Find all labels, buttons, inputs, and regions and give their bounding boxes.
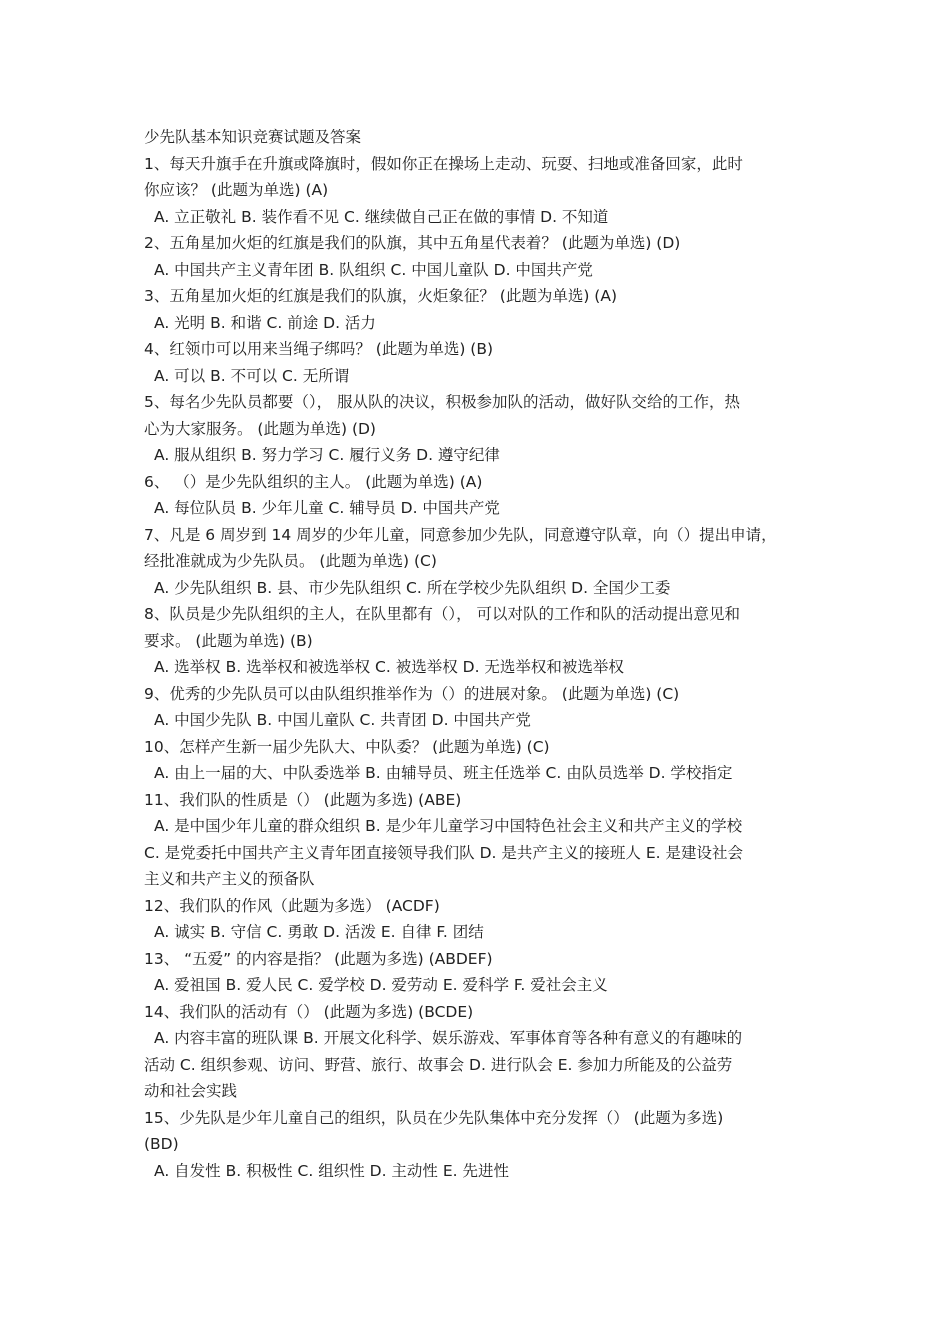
question-line: 1、每天升旗手在升旗或降旗时，假如你正在操场上走动、玩耍、扫地或准备回家，此时 bbox=[144, 154, 743, 173]
answer-options-line: A. 选举权 B. 选举权和被选举权 C. 被选举权 D. 无选举权和被选举权 bbox=[154, 658, 624, 676]
question-line: 经批准就成为少先队员。 (此题为单选) (C) bbox=[144, 552, 437, 570]
question-line: 13、 “五爱” 的内容是指？ (此题为多选) (ABDEF) bbox=[144, 949, 493, 968]
question-line: 10、怎样产生新一届少先队大、中队委？ (此题为单选) (C) bbox=[144, 737, 550, 756]
answer-options-line: A. 中国共产主义青年团 B. 队组织 C. 中国儿童队 D. 中国共产党 bbox=[154, 260, 593, 279]
answer-options-line: A. 爱祖国 B. 爱人民 C. 爱学校 D. 爱劳动 E. 爱科学 F. 爱社会主义 bbox=[154, 976, 608, 994]
question-line: 你应该？ (此题为单选) (A) bbox=[144, 181, 329, 199]
question-line: 15、少先队是少年儿童自己的组织，队员在少先队集体中充分发挥（） (此题为多选) bbox=[144, 1108, 724, 1127]
answer-options-line: A. 诚实 B. 守信 C. 勇敢 D. 活泼 E. 自律 F. 团结 bbox=[154, 923, 484, 941]
answer-options-line: A. 中国少先队 B. 中国儿童队 C. 共青团 D. 中国共产党 bbox=[154, 711, 531, 729]
document-title: 少先队基本知识竞赛试题及答案 bbox=[144, 128, 362, 146]
answer-options-line: A. 每位队员 B. 少年儿童 C. 辅导员 D. 中国共产党 bbox=[154, 499, 500, 517]
question-line: 2、五角星加火炬的红旗是我们的队旗，其中五角星代表着？ (此题为单选) (D) bbox=[144, 234, 681, 252]
answer-options-line: A. 少先队组织 B. 县、市少先队组织 C. 所在学校少先队组织 D. 全国少工委 bbox=[154, 578, 671, 597]
answer-options-line: A. 由上一届的大、中队委选举 B. 由辅导员、班主任选举 C. 由队员选举 D. 学校指定 bbox=[154, 764, 733, 782]
question-line: 9、优秀的少先队员可以由队组织推举作为（）的进展对象。 (此题为单选) (C) bbox=[144, 684, 680, 703]
question-line: 动和社会实践 bbox=[144, 1082, 238, 1100]
question-line: 12、我们队的作风（此题为多选） (ACDF) bbox=[144, 896, 440, 915]
answer-options-line: A. 服从组织 B. 努力学习 C. 履行义务 D. 遵守纪律 bbox=[154, 446, 500, 464]
question-line: 11、我们队的性质是（） (此题为多选) (ABE) bbox=[144, 790, 462, 809]
question-line: (BD) bbox=[144, 1135, 179, 1153]
answer-options-line: A. 立正敬礼 B. 装作看不见 C. 继续做自己正在做的事情 D. 不知道 bbox=[154, 207, 609, 226]
answer-options-line: A. 可以 B. 不可以 C. 无所谓 bbox=[154, 366, 350, 385]
question-line: 7、凡是 6 周岁到 14 周岁的少年儿童，同意参加少先队，同意遵守队章，向（）提出申请， bbox=[144, 525, 777, 544]
answer-options-line: A. 是中国少年儿童的群众组织 B. 是少年儿童学习中国特色社会主义和共产主义的学校 bbox=[154, 817, 743, 835]
question-line: 6、 （）是少先队组织的主人。 (此题为单选) (A) bbox=[144, 472, 483, 491]
document-page bbox=[144, 124, 814, 1184]
question-line: 8、队员是少先队组织的主人，在队里都有（）， 可以对队的工作和队的活动提出意见和 bbox=[144, 605, 741, 623]
question-line: 5、每名少先队员都要（）， 服从队的决议，积极参加队的活动，做好队交给的工作，热 bbox=[144, 393, 741, 411]
question-line: 主义和共产主义的预备队 bbox=[144, 870, 315, 888]
answer-options-line: A. 内容丰富的班队课 B. 开展文化科学、娱乐游戏、军事体育等各种有意义的有趣味的 bbox=[154, 1029, 743, 1047]
question-line: 活动 C. 组织参观、访问、野营、旅行、故事会 D. 进行队会 E. 参加力所能及的公益劳 bbox=[144, 1055, 733, 1074]
answer-options-line: A. 自发性 B. 积极性 C. 组织性 D. 主动性 E. 先进性 bbox=[154, 1161, 509, 1180]
question-line: 14、我们队的活动有（） (此题为多选) (BCDE) bbox=[144, 1002, 474, 1021]
question-line: C. 是党委托中国共产主义青年团直接领导我们队 D. 是共产主义的接班人 E. 是建设社会 bbox=[144, 843, 743, 862]
question-line: 4、红领巾可以用来当绳子绑吗？ (此题为单选) (B) bbox=[144, 340, 494, 358]
question-line: 心为大家服务。 (此题为单选) (D) bbox=[144, 419, 376, 438]
question-line: 要求。 (此题为单选) (B) bbox=[144, 631, 313, 650]
answer-options-line: A. 光明 B. 和谐 C. 前途 D. 活力 bbox=[154, 313, 376, 332]
question-line: 3、五角星加火炬的红旗是我们的队旗，火炬象征？ (此题为单选) (A) bbox=[144, 287, 618, 305]
